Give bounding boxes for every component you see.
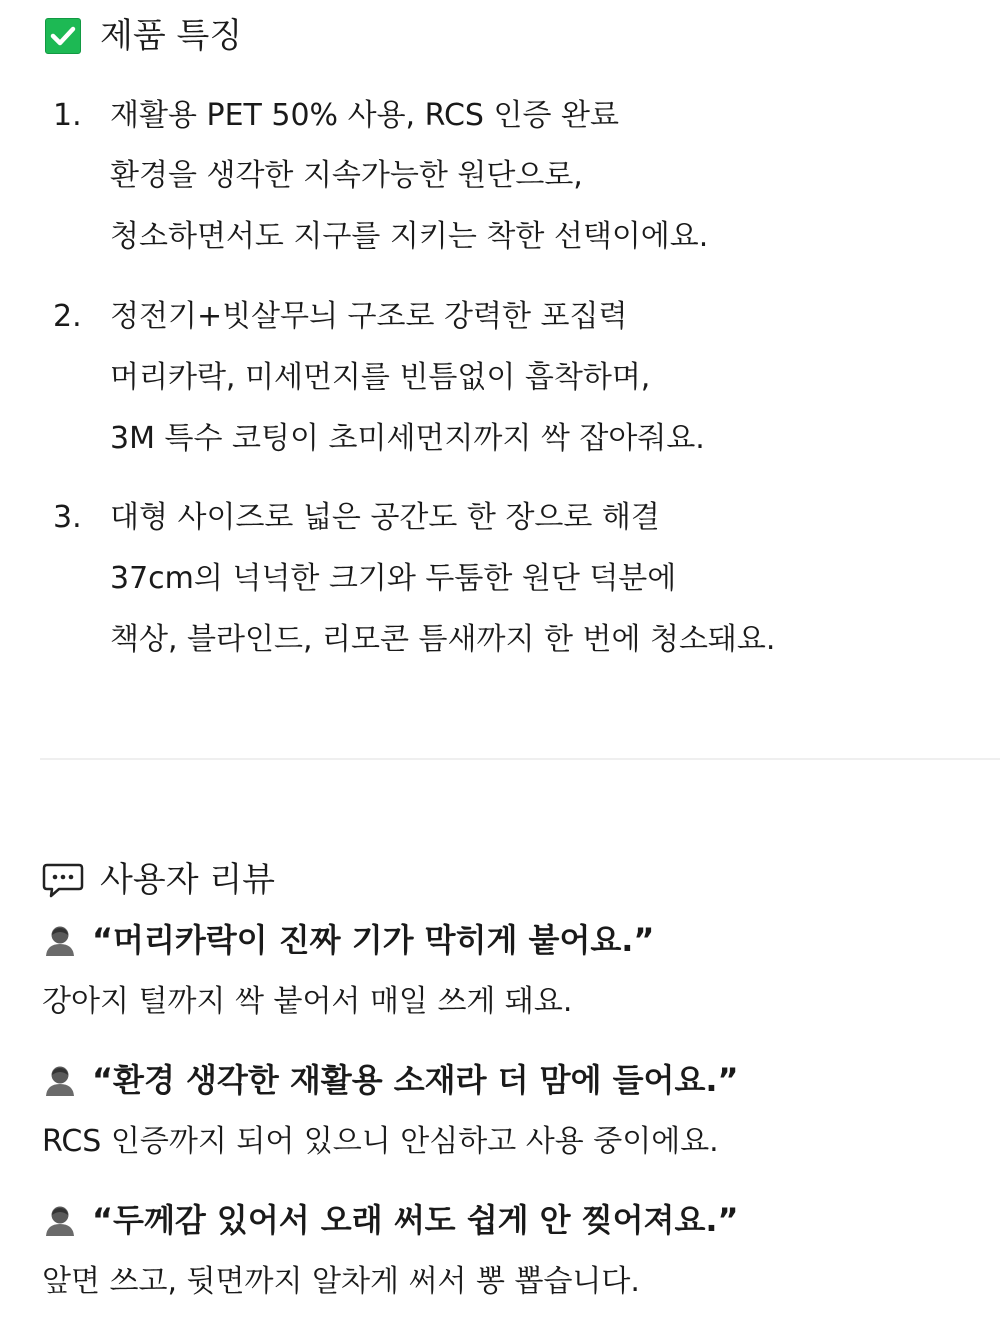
review-1-body: 강아지 털까지 싹 붙어서 매일 쓰게 돼요. xyxy=(42,984,573,1019)
feature-3-line-3: 책상, 블라인드, 리모콘 틈새까지 한 번에 청소돼요. xyxy=(110,622,776,657)
feature-3-line-2: 37cm의 넉넉한 크기와 두툼한 원단 덕분에 xyxy=(110,561,677,596)
speech-bubble-icon xyxy=(42,862,84,900)
feature-3-headline: 대형 사이즈로 넓은 공간도 한 장으로 해결 xyxy=(110,500,660,535)
review-1-quote: “머리카락이 진짜 기가 막히게 붙어요.” xyxy=(92,921,655,959)
review-2-quote: “환경 생각한 재활용 소재라 더 맘에 들어요.” xyxy=(92,1061,739,1099)
feature-1-line-3: 청소하면서도 지구를 지키는 착한 선택이에요. xyxy=(110,219,709,254)
person-icon xyxy=(43,923,77,957)
features-title: 제품 특징 xyxy=(100,16,243,56)
feature-1-number: 1. xyxy=(53,98,82,133)
feature-2-headline: 정전기+빗살무늬 구조로 강력한 포집력 xyxy=(110,299,628,334)
feature-3-number: 3. xyxy=(53,500,82,535)
feature-2-line-3: 3M 특수 코팅이 초미세먼지까지 싹 잡아줘요. xyxy=(110,421,705,456)
feature-1-line-2: 환경을 생각한 지속가능한 원단으로, xyxy=(110,158,583,193)
check-mark-icon xyxy=(45,18,81,54)
review-2-body: RCS 인증까지 되어 있으니 안심하고 사용 중이에요. xyxy=(42,1124,719,1159)
section-divider xyxy=(40,758,1000,760)
review-3-body: 앞면 쓰고, 뒷면까지 알차게 써서 뽕 뽑습니다. xyxy=(42,1264,640,1299)
feature-1-headline: 재활용 PET 50% 사용, RCS 인증 완료 xyxy=(110,98,619,133)
reviews-title: 사용자 리뷰 xyxy=(100,860,276,900)
review-3-quote: “두께감 있어서 오래 써도 쉽게 안 찢어져요.” xyxy=(92,1201,739,1239)
person-icon xyxy=(43,1203,77,1237)
feature-2-line-2: 머리카락, 미세먼지를 빈틈없이 흡착하며, xyxy=(110,360,651,395)
feature-2-number: 2. xyxy=(53,299,82,334)
person-icon xyxy=(43,1063,77,1097)
